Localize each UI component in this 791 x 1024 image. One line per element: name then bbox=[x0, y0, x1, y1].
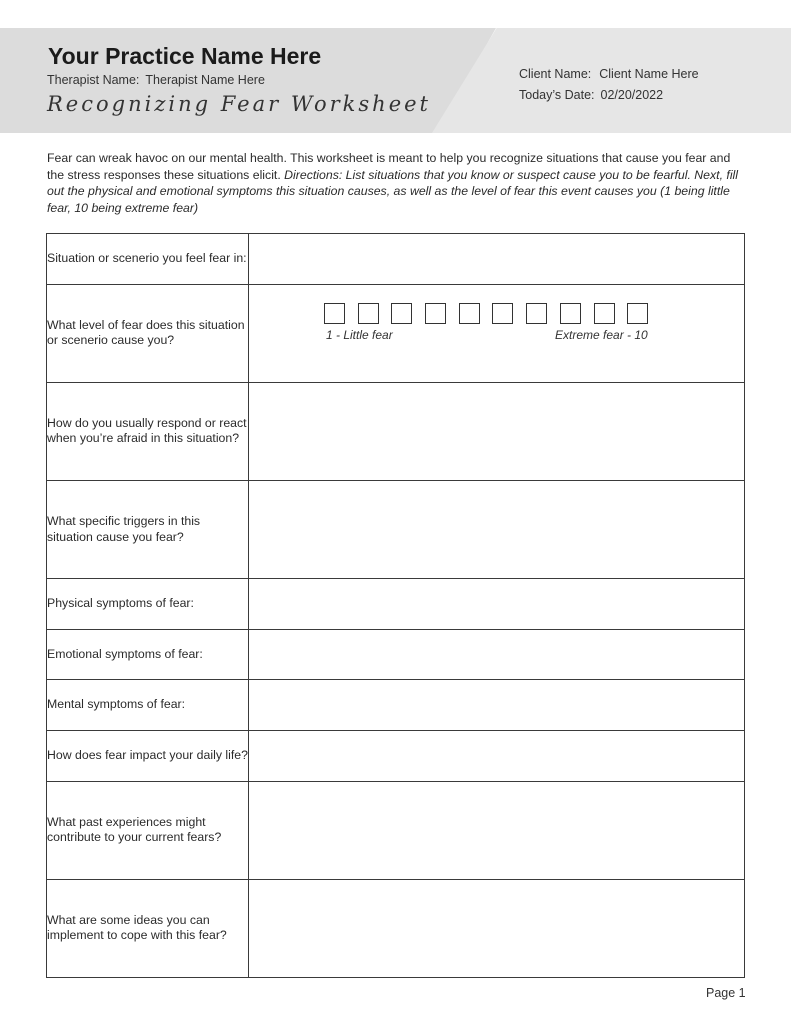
question-cell: Situation or scenerio you feel fear in: bbox=[47, 234, 249, 285]
question-cell: What specific triggers in this situation cause you fear? bbox=[47, 480, 249, 578]
worksheet-title: Recognizing Fear Worksheet bbox=[47, 92, 431, 116]
therapist-value[interactable]: Therapist Name Here bbox=[145, 73, 265, 87]
intro-paragraph bbox=[47, 150, 747, 216]
fear-level-checkbox[interactable] bbox=[358, 303, 379, 324]
fear-level-checkbox[interactable] bbox=[560, 303, 581, 324]
answer-field[interactable] bbox=[249, 680, 745, 731]
answer-field[interactable] bbox=[249, 879, 745, 977]
date-line bbox=[519, 88, 663, 102]
intro-text: Fear can wreak havoc on our mental health. This worksheet is meant to help you recognize situations that cause you fear and the stress responses these situations elicit. bbox=[47, 151, 731, 182]
question-cell: What level of fear does this situation or scenerio cause you? bbox=[47, 284, 249, 382]
table-row bbox=[47, 579, 745, 630]
date-label: Today’s Date: bbox=[519, 88, 595, 102]
answer-field[interactable] bbox=[249, 629, 745, 680]
table-row bbox=[47, 382, 745, 480]
fear-level-checkbox[interactable] bbox=[391, 303, 412, 324]
table-row bbox=[47, 284, 745, 382]
fear-level-checkbox[interactable] bbox=[324, 303, 345, 324]
fear-scale-boxes bbox=[324, 303, 661, 324]
table-row bbox=[47, 629, 745, 680]
client-label: Client Name: bbox=[519, 67, 592, 81]
answer-field[interactable] bbox=[249, 234, 745, 285]
question-cell: What are some ideas you can implement to cope with this fear? bbox=[47, 879, 249, 977]
page-number: Page 1 bbox=[706, 986, 746, 1000]
fear-level-checkbox[interactable] bbox=[425, 303, 446, 324]
answer-field[interactable] bbox=[249, 579, 745, 630]
table-row bbox=[47, 730, 745, 781]
fear-level-checkbox[interactable] bbox=[627, 303, 648, 324]
table-row bbox=[47, 234, 745, 285]
worksheet-table bbox=[46, 233, 745, 978]
therapist-label: Therapist Name: bbox=[47, 73, 140, 87]
therapist-line bbox=[47, 73, 265, 87]
question-cell: How do you usually respond or react when you’re afraid in this situation? bbox=[47, 382, 249, 480]
question-cell: What past experiences might contribute to your current fears? bbox=[47, 781, 249, 879]
question-cell: How does fear impact your daily life? bbox=[47, 730, 249, 781]
table-row bbox=[47, 781, 745, 879]
answer-field[interactable] bbox=[249, 781, 745, 879]
practice-name: Your Practice Name Here bbox=[48, 43, 322, 69]
fear-level-checkbox[interactable] bbox=[492, 303, 513, 324]
scale-high-label: Extreme fear - 10 bbox=[555, 327, 648, 342]
scale-low-label: 1 - Little fear bbox=[326, 327, 393, 342]
question-cell: Emotional symptoms of fear: bbox=[47, 629, 249, 680]
table-row bbox=[47, 680, 745, 731]
client-value[interactable]: Client Name Here bbox=[599, 67, 699, 81]
fear-level-checkbox[interactable] bbox=[526, 303, 547, 324]
table-row bbox=[47, 879, 745, 977]
answer-field[interactable] bbox=[249, 382, 745, 480]
client-line bbox=[519, 67, 699, 81]
fear-scale-cell bbox=[249, 284, 745, 382]
answer-field[interactable] bbox=[249, 480, 745, 578]
question-cell: Physical symptoms of fear: bbox=[47, 579, 249, 630]
date-value[interactable]: 02/20/2022 bbox=[600, 88, 664, 102]
fear-level-checkbox[interactable] bbox=[594, 303, 615, 324]
question-cell: Mental symptoms of fear: bbox=[47, 680, 249, 731]
answer-field[interactable] bbox=[249, 730, 745, 781]
intro-directions: Directions: List situations that you know or suspect cause you to be fearful. Next, fill out the physical and emotional symptoms this situation causes, as well as the level of fear this event causes you (1 being little fear, 10 being extreme fear) bbox=[47, 167, 739, 215]
fear-level-checkbox[interactable] bbox=[459, 303, 480, 324]
table-row bbox=[47, 480, 745, 578]
